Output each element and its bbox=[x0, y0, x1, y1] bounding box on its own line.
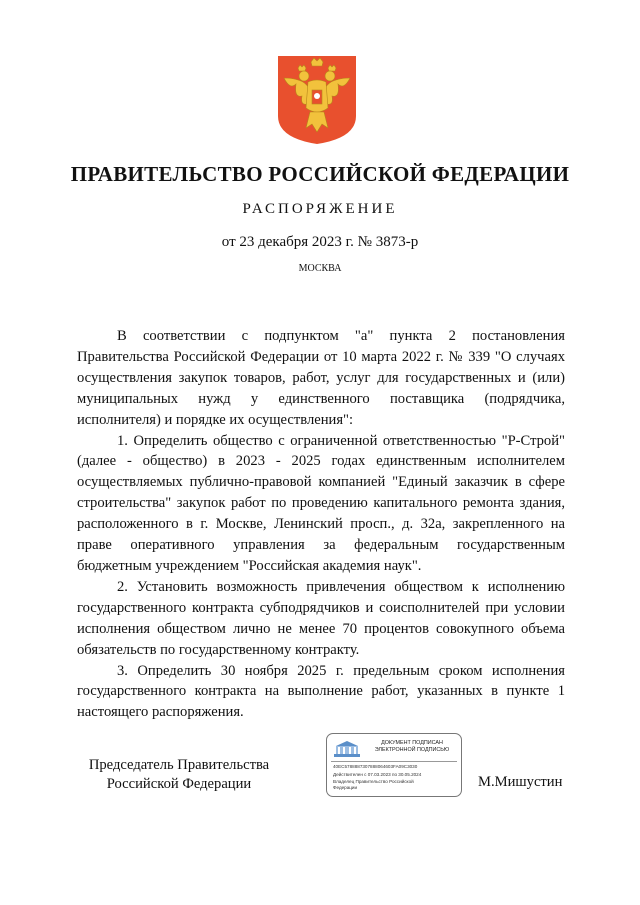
signatory-position-line-1: Председатель Правительства bbox=[88, 757, 270, 773]
preamble-paragraph: В соответствии с подпунктом "а" пункта 2 постановления Правительства Российской Федерации от 10 марта 2022 г. № 339 "О случаях осуществления закупок товаров, работ, услуг для государственных и (или) муниципальных нужд у единственного поставщика (подрядчика, исполнителя) и порядке их осуществления": bbox=[77, 328, 565, 428]
clause-3-paragraph: 3. Определить 30 ноября 2025 г. предельным сроком исполнения государственного контракта на выполнение работ, указанных в пункте 1 настоящего распоряжения. bbox=[77, 662, 565, 721]
stamp-divider bbox=[331, 761, 457, 762]
signatory-position-line-2: Российской Федерации bbox=[106, 776, 252, 792]
stamp-heading bbox=[365, 740, 459, 754]
electronic-signature-stamp bbox=[326, 733, 462, 797]
signatory-name: М.Мишустин bbox=[478, 774, 563, 790]
stamp-validity: Действителен с 07.03.2023 по 30.05.2024 bbox=[333, 772, 422, 777]
government-building-icon bbox=[332, 739, 362, 759]
clause-2-paragraph: 2. Установить возможность привлечения обществом к исполнению государственного контракта субподрядчиков и соисполнителей при условии исполнения обществом лично не менее 70 процентов совокупного объема обязательств по государственному контракту. bbox=[77, 578, 565, 658]
government-title: ПРАВИТЕЛЬСТВО РОССИЙСКОЙ ФЕДЕРАЦИИ bbox=[70, 162, 570, 186]
document-type: РАСПОРЯЖЕНИЕ bbox=[242, 201, 398, 217]
document-city: МОСКВА bbox=[298, 263, 342, 274]
stamp-heading-line-1: ДОКУМЕНТ ПОДПИСАН bbox=[381, 740, 443, 746]
document-body bbox=[77, 326, 565, 723]
stamp-owner-line-1: Владелец Правительство Российской bbox=[333, 779, 414, 784]
document-date-number: от 23 декабря 2023 г. № 3873-р bbox=[221, 234, 419, 250]
signatory-position bbox=[79, 756, 279, 794]
stamp-certificate: 40EC5788887307888064603FA09C3030 bbox=[333, 764, 418, 769]
stamp-owner-line-2: Федерации bbox=[333, 785, 358, 790]
clause-1-paragraph: 1. Определить общество с ограниченной ответственностью "Р-Строй" (далее - общество) в 2023 - 2025 годах единственным исполнителем осуществляемых публично-правовой компанией "Единый заказчик в сфере строительства" закупок работ по проведению капитального ремонта здания, расположенного в г. Москве, Ленинский просп., д. 32а, закрепленного на праве оперативного управления за федеральным государственным бюджетным учреждением "Российская академия наук". bbox=[77, 432, 565, 574]
coat-of-arms-icon bbox=[276, 54, 358, 146]
stamp-heading-line-2: ЭЛЕКТРОННОЙ ПОДПИСЬЮ bbox=[374, 747, 450, 753]
